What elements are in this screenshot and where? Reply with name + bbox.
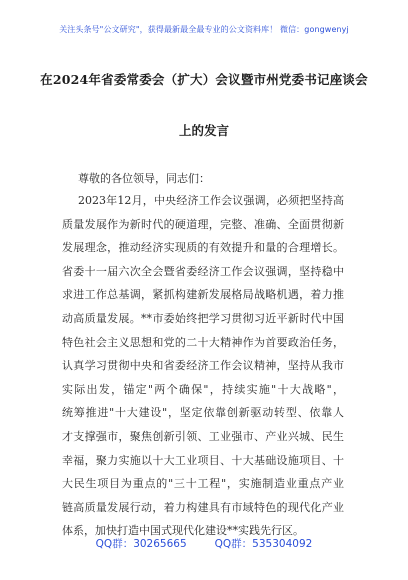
qq-group-1: QQ群：30265665	[95, 538, 187, 550]
body-line: 省委十一届六次全会暨省委经济工作会议强调，坚持稳中	[62, 264, 344, 278]
body-line: 认真学习贯彻中央和省委经济工作会议精神，坚持从我市	[62, 359, 344, 373]
body-line: 才支撑强市，聚焦创新引领、工业强市、产业兴城、民生	[62, 429, 344, 443]
footer-contact	[0, 536, 408, 551]
document-title: 在2024年省委常委会（扩大）会议暨市州党委书记座谈会	[40, 72, 368, 87]
body-line: 链高质量发展行动，着力构建具有市域特色的现代化产业	[62, 500, 344, 514]
body-line: 求进工作总基调，紧抓构建新发展格局战略机遇，着力推	[62, 288, 344, 302]
body-text	[62, 189, 344, 543]
body-line: 动高质量发展。**市委始终把学习贯彻习近平新时代中国	[62, 311, 344, 325]
body-line: 体系，加快打造中国式现代化建设**实践先行区。	[62, 524, 304, 538]
body-line: 实际出发，锚定"两个确保"，持续实施"十大战略"，	[62, 382, 344, 396]
salutation: 尊敬的各位领导，同志们：	[78, 172, 210, 185]
body-line: 统筹推进"十大建设"，坚定依靠创新驱动转型、依靠人	[62, 406, 344, 420]
body-line: 质量发展作为新时代的硬道理，完整、准确、全面贯彻新	[62, 217, 344, 231]
promo-banner: 关注头条号"公文研究"，获得最新最全最专业的公文资料库！ 微信：gongwenyj	[59, 25, 349, 34]
body-line: 大民生项目为重点的"三十工程"，实施制造业重点产业	[62, 477, 344, 491]
qq-group-2: QQ群：535304092	[214, 538, 313, 550]
body-line: 特色社会主义思想和党的二十大精神作为首要政治任务，	[62, 335, 344, 349]
body-line: 幸福，聚力实施以十大工业项目、十大基础设施项目、十	[62, 453, 344, 467]
document-title-continued: 上的发言	[178, 123, 229, 138]
body-line: 发展理念，推动经济实现质的有效提升和量的合理增长。	[62, 241, 344, 255]
body-line: 2023年12月，中央经济工作会议强调，必须把坚持高	[78, 194, 344, 207]
